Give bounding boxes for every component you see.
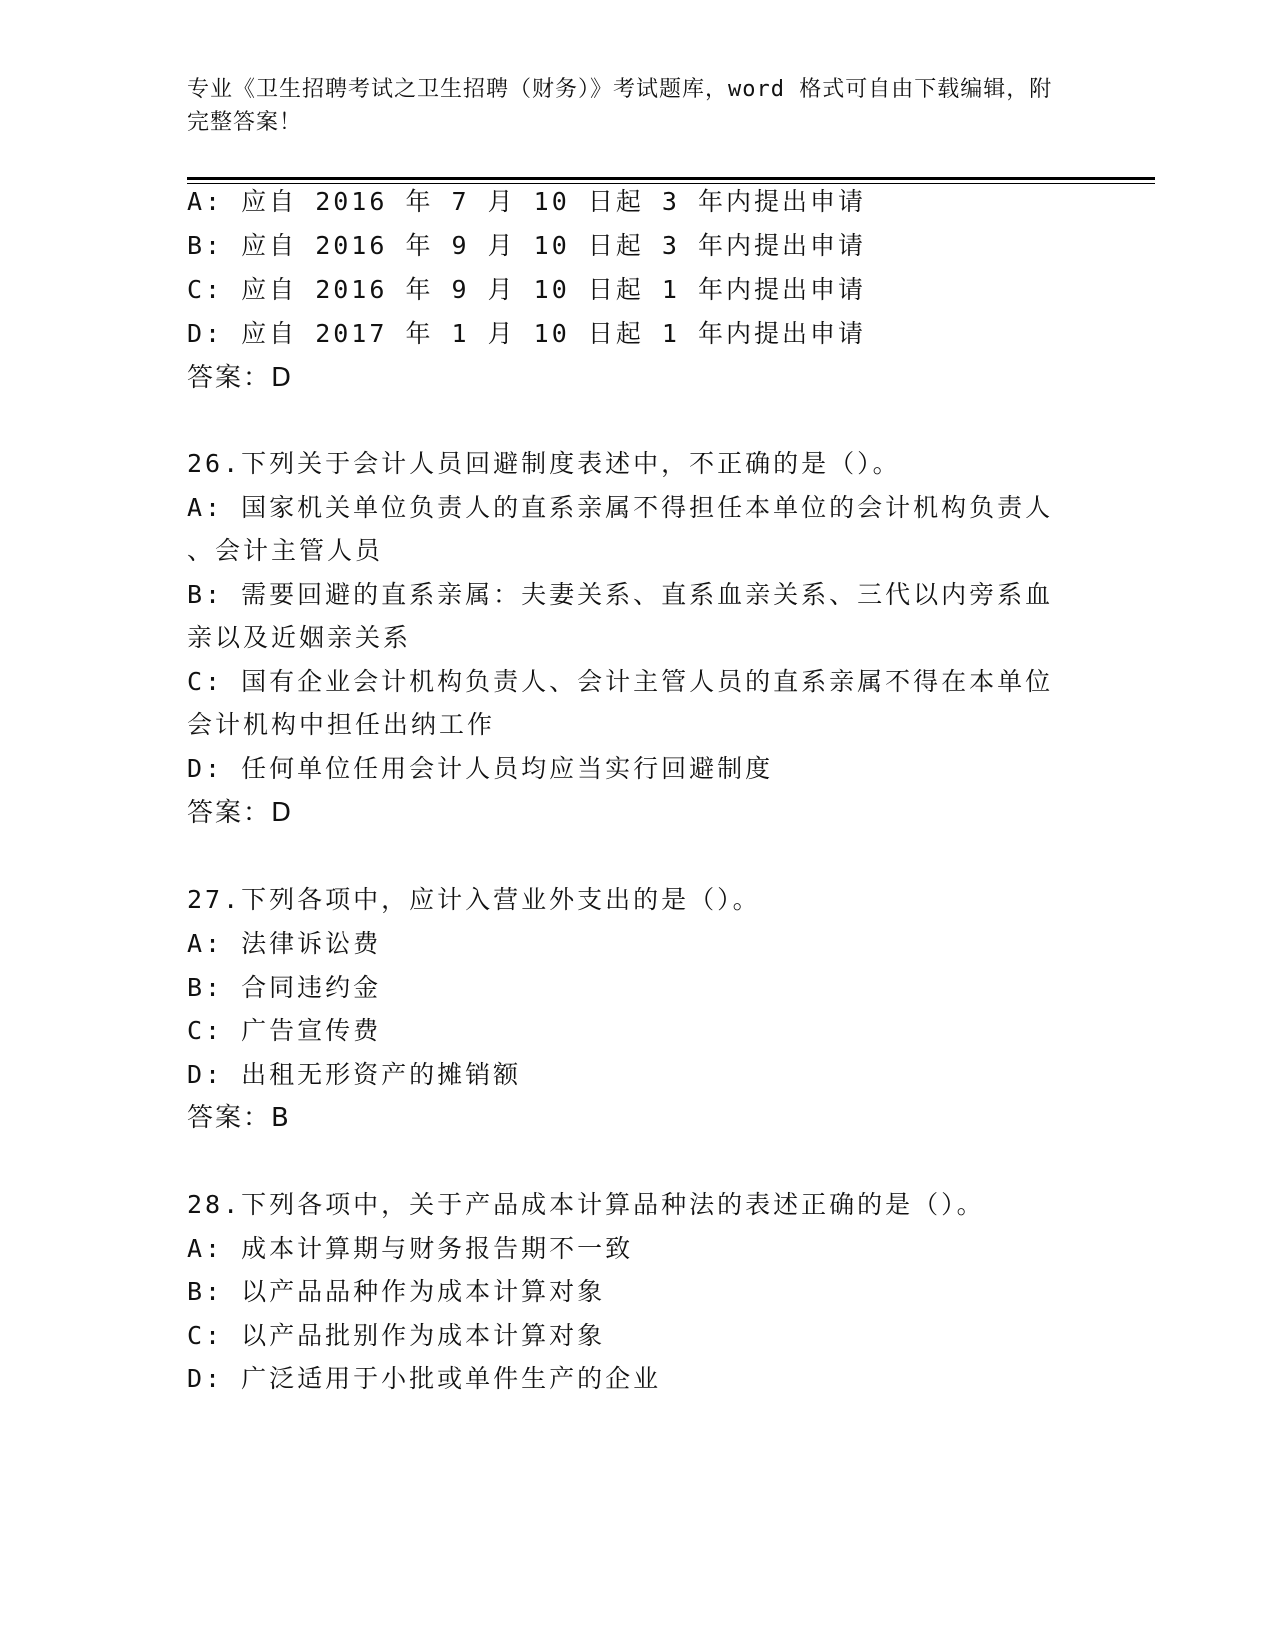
q25-option-c: C: 应自 2016 年 9 月 10 日起 1 年内提出申请 [187,275,866,304]
q26-option-d: D: 任何单位任用会计人员均应当实行回避制度 [187,754,774,783]
q26-answer: 答案：D [187,798,294,828]
q25-answer: 答案：D [187,363,294,393]
q26-option-c: C: 国有企业会计机构负责人、会计主管人员的直系亲属不得在本单位 [187,667,1054,696]
q25-option-d: D: 应自 2017 年 1 月 10 日起 1 年内提出申请 [187,319,866,348]
q26-option-a: A: 国家机关单位负责人的直系亲属不得担任本单位的会计机构负责人 [187,493,1054,522]
q26-option-c-continued: 会计机构中担任出纳工作 [187,710,496,739]
q26-option-a-continued: 、会计主管人员 [187,536,384,565]
q26-question: 26.下列关于会计人员回避制度表述中，不正确的是（）。 [187,449,901,478]
document-header: 专业《卫生招聘考试之卫生招聘（财务）》考试题库，word 格式可自由下载编辑，附完整答案！ [187,77,1053,135]
q28-question: 28.下列各项中，关于产品成本计算品种法的表述正确的是（）。 [187,1190,985,1219]
q26-option-b-continued: 亲以及近姻亲关系 [187,623,412,652]
q28-option-c: C: 以产品批别作为成本计算对象 [187,1321,606,1350]
q25-option-a: A: 应自 2016 年 7 月 10 日起 3 年内提出申请 [187,187,866,216]
q27-question: 27.下列各项中，应计入营业外支出的是（）。 [187,885,761,914]
q27-answer: 答案：B [187,1103,291,1133]
q26-option-b: B: 需要回避的直系亲属：夫妻关系、直系血亲关系、三代以内旁系血 [187,580,1054,609]
q28-option-a: A: 成本计算期与财务报告期不一致 [187,1234,634,1263]
q28-option-b: B: 以产品品种作为成本计算对象 [187,1277,606,1306]
q28-option-d: D: 广泛适用于小批或单件生产的企业 [187,1364,662,1393]
q25-option-b: B: 应自 2016 年 9 月 10 日起 3 年内提出申请 [187,231,866,260]
q27-option-c: C: 广告宣传费 [187,1016,382,1045]
q27-option-d: D: 出租无形资产的摊销额 [187,1060,522,1089]
header-divider-thick [187,177,1155,180]
q27-option-a: A: 法律诉讼费 [187,929,382,958]
q27-option-b: B: 合同违约金 [187,973,382,1002]
